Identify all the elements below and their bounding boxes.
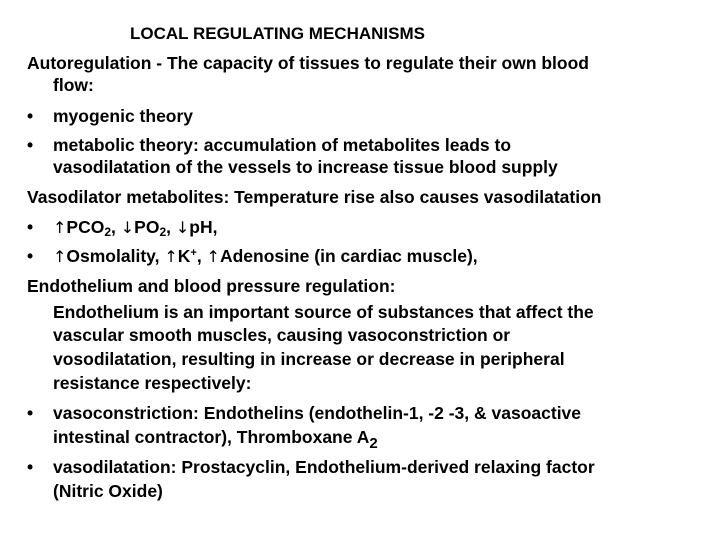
pco-label: PCO — [66, 217, 105, 237]
slide-title: LOCAL REGULATING MECHANISMS — [130, 24, 425, 43]
myogenic-theory-item: myogenic theory — [53, 106, 194, 126]
metabolic-theory-line-2: vasodilatation of the vessels to increase tissue blood supply — [53, 157, 558, 177]
bullet-symbol: • — [27, 217, 34, 237]
endothelium-paragraph-line-3: vosodilatation, resulting in increase or decrease in peripheral — [53, 349, 565, 369]
k-label: K — [177, 246, 191, 266]
endothelium-paragraph-line-1: Endothelium is an important source of substances that affect the — [53, 302, 594, 322]
arrow-up-icon: ↑ — [206, 247, 220, 266]
arrow-down-icon: ↓ — [120, 218, 135, 237]
bullet-symbol: • — [27, 246, 34, 266]
autoregulation-line-1: Autoregulation - The capacity of tissues to regulate their own blood — [27, 53, 589, 73]
bullet-symbol: • — [27, 135, 34, 155]
osmolality-label: Osmolality, — [66, 246, 160, 266]
arrow-up-icon: ↑ — [53, 247, 67, 266]
metabolic-theory-line-1: metabolic theory: accumulation of metabolites leads to — [53, 135, 512, 155]
endothelium-paragraph-line-4: resistance respectively: — [53, 373, 252, 393]
bullet-symbol: • — [27, 106, 34, 126]
vasoconstriction-line-1: vasoconstriction: Endothelins (endothelin-1, -2 -3, & vasoactive — [53, 403, 582, 423]
endothelium-heading: Endothelium and blood pressure regulation: — [27, 276, 396, 296]
arrow-up-icon: ↑ — [53, 218, 67, 237]
endothelium-paragraph-line-2: vascular smooth muscles, causing vasoconstriction or — [53, 325, 511, 345]
adenosine-label: Adenosine (in cardiac muscle), — [219, 246, 478, 266]
vasodilatation-line-1: vasodilatation: Prostacyclin, Endothelium-derived relaxing factor — [53, 457, 595, 477]
ph-label: pH, — [189, 217, 218, 237]
thromboxane-subscript: 2 — [369, 435, 378, 452]
vasoconstriction-line-2 — [53, 426, 378, 452]
po-label: PO — [134, 217, 160, 237]
po-subscript: 2 — [159, 225, 167, 239]
autoregulation-line-2: flow: — [53, 75, 94, 95]
vasodilatation-line-2: (Nitric Oxide) — [53, 481, 163, 501]
pco-subscript: 2 — [104, 225, 112, 239]
arrow-up-icon: ↑ — [164, 247, 178, 266]
k-superscript: + — [190, 247, 197, 259]
osmolality-k-adenosine-item: ↑Osmolality, ↑K+, ↑Adenosine (in cardiac muscle), — [53, 246, 478, 266]
bullet-symbol: • — [27, 403, 34, 423]
vasodilator-heading: Vasodilator metabolites: Temperature rise also causes vasodilatation — [27, 187, 602, 207]
bullet-symbol: • — [27, 457, 34, 477]
vasoconstriction-line-2-text: intestinal contractor), Thromboxane A — [53, 427, 370, 447]
arrow-down-icon: ↓ — [175, 218, 190, 237]
pco2-po2-ph-item: $↑PCO_2$, $↓PO_2$, ↓pH, — [53, 217, 218, 239]
